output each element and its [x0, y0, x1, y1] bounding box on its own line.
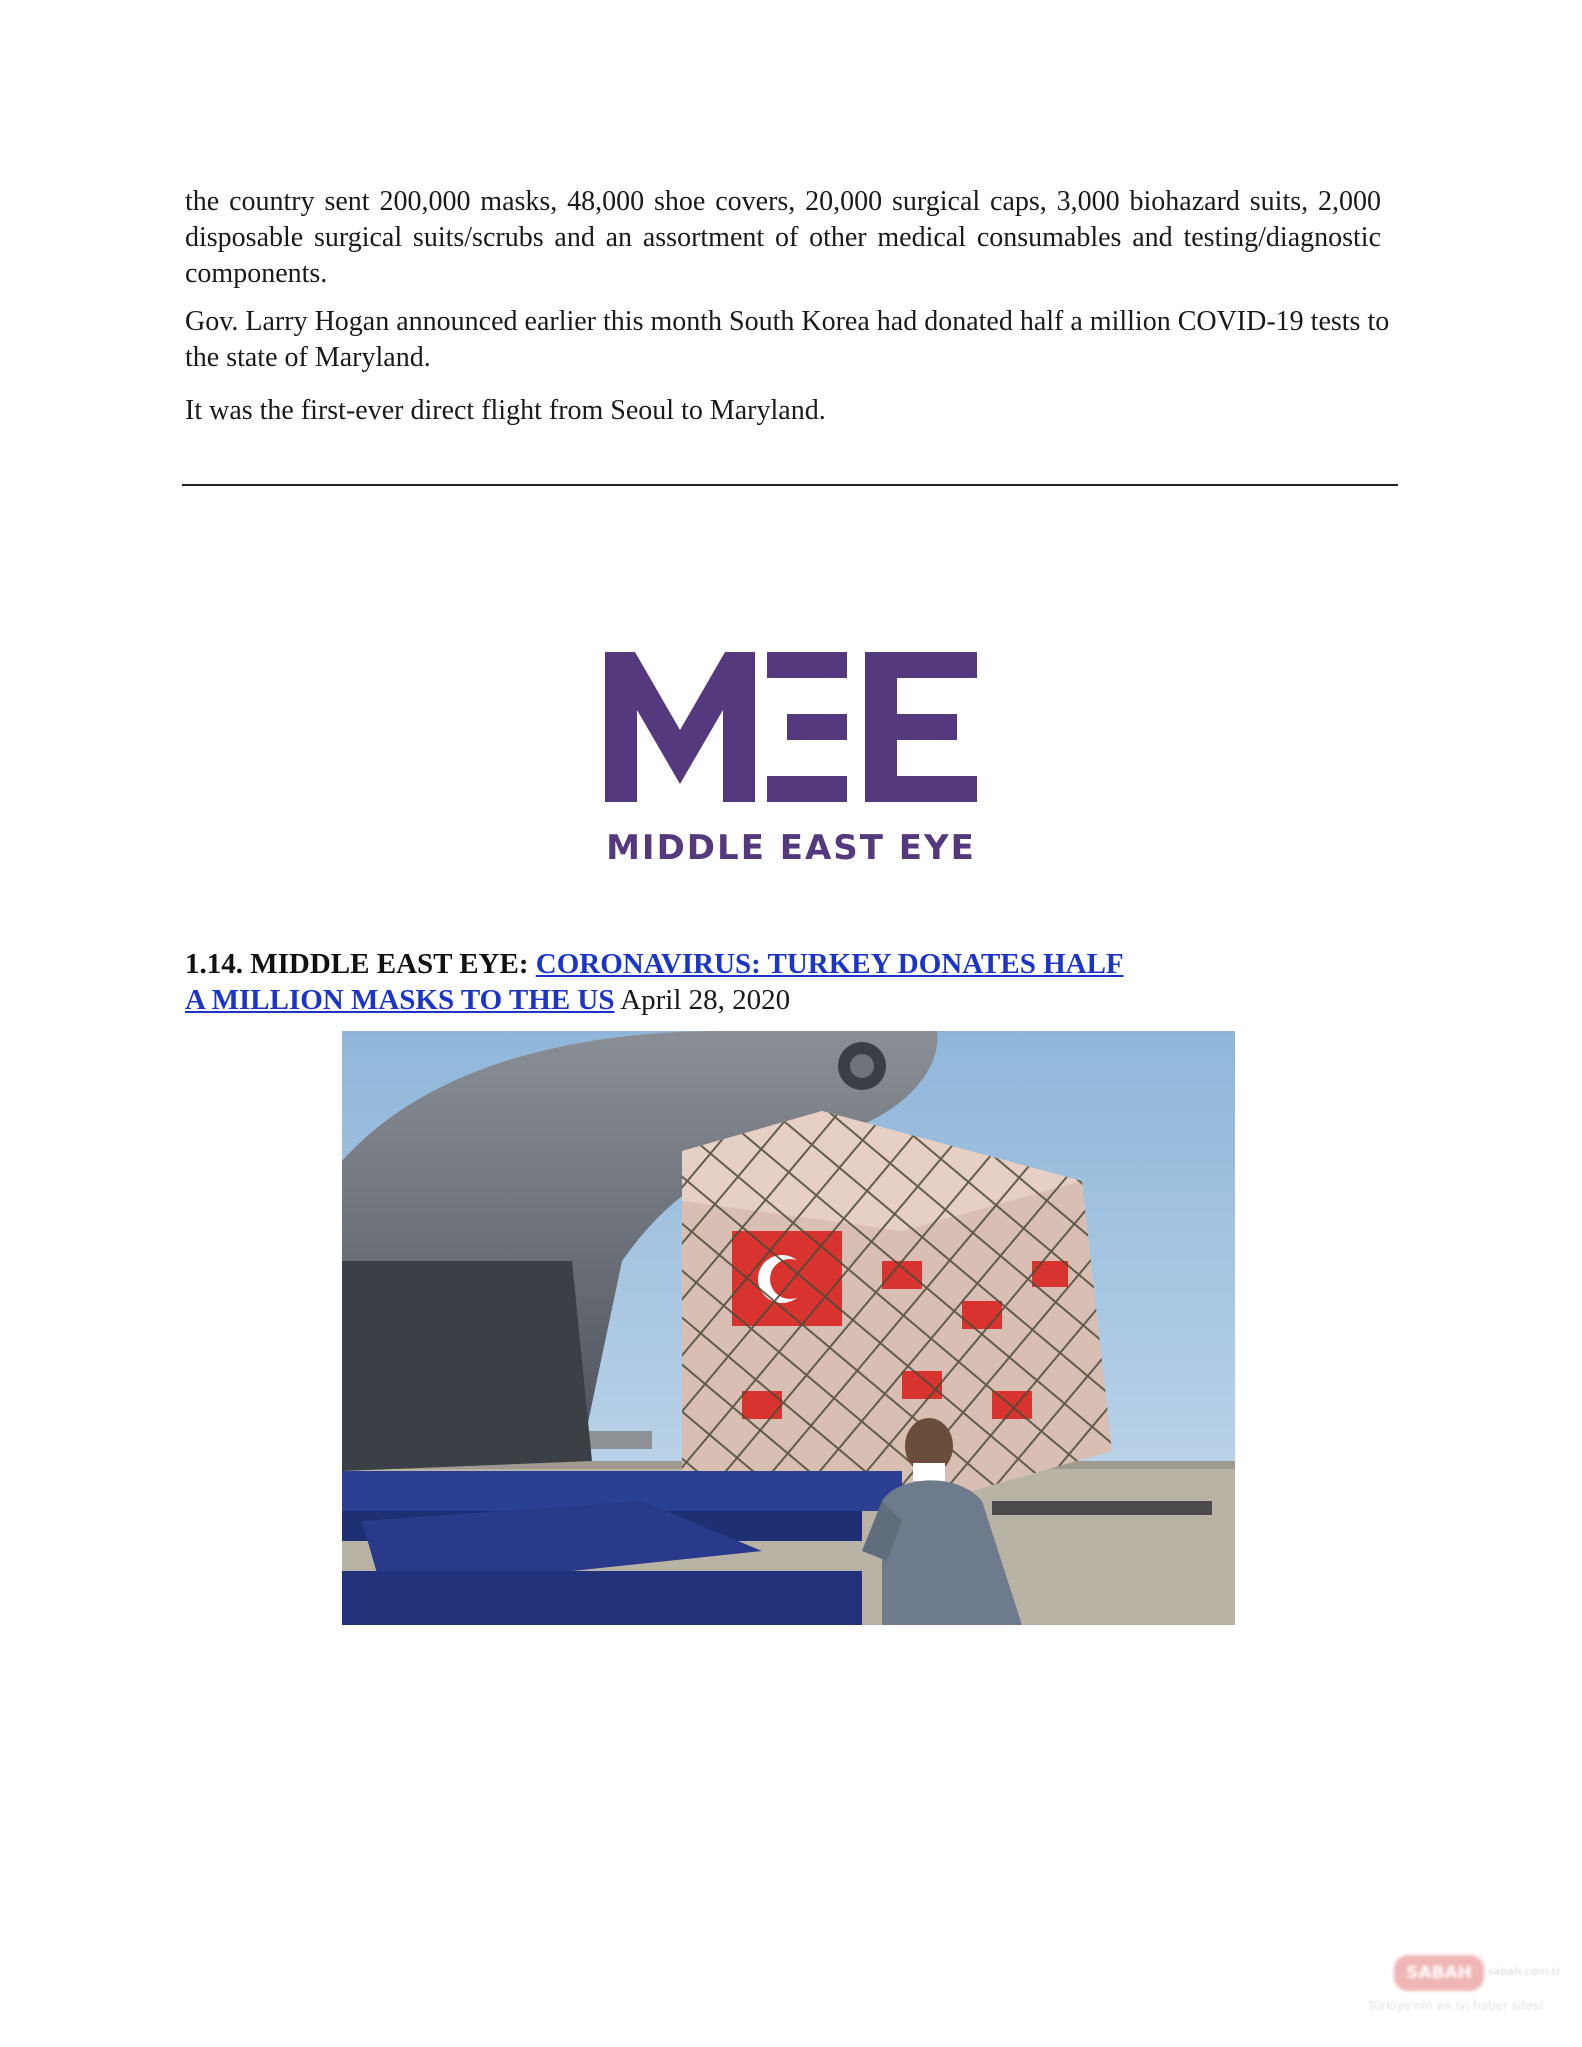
middle-east-eye-logo [605, 652, 977, 870]
sabah-watermark [1360, 1953, 1561, 2029]
article-date: April 28, 2020 [620, 984, 791, 1016]
paragraph-hogan: Gov. Larry Hogan announced earlier this month South Korea had donated half a million COVID-19 tests to the state of Maryland. [185, 306, 1390, 373]
watermark-brand: SABAH [1394, 1955, 1484, 1991]
cargo-plane-loading-image [342, 1031, 1235, 1625]
section-number: 1.14. [185, 948, 243, 980]
watermark-tagline: Türkiye'nin en iyi haber sitesi [1368, 1999, 1544, 2013]
paragraph-masks-list: the country sent 200,000 masks, 48,000 shoe covers, 20,000 surgical caps, 3,000 biohazard suits, 2,000 disposable surgical suits/scrubs and an assortment of other medical consumables and testing/diagnostic components. [185, 186, 1381, 289]
horizontal-rule [182, 484, 1398, 486]
section-source: MIDDLE EAST EYE: [250, 948, 529, 980]
article-link[interactable]: CORONAVIRUS: TURKEY DONATES HALF A MILLION MASKS TO THE US [185, 948, 1124, 1016]
paragraph-first-flight: It was the first-ever direct flight from Seoul to Maryland. [185, 395, 826, 426]
section-heading [185, 946, 1145, 1018]
cargo-plane-photo [342, 1031, 1235, 1625]
logo-wordmark: MIDDLE EAST EYE [606, 828, 976, 868]
mee-logo-mark [605, 652, 977, 802]
watermark-domain: sabah.com.tr [1488, 1965, 1561, 1978]
